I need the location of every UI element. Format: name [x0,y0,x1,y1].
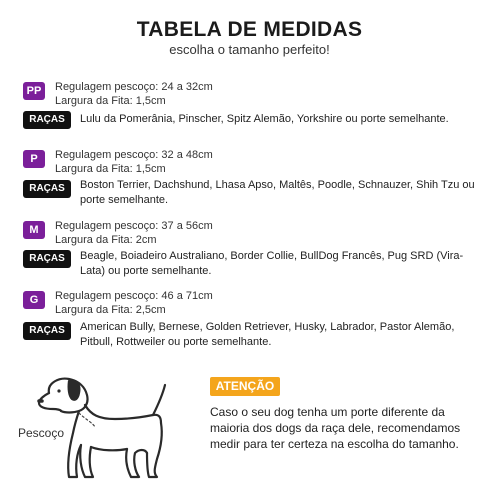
breeds-badge: RAÇAS [23,180,71,198]
neck-range: Regulagem pescoço: 24 a 32cm [55,81,213,93]
page-subtitle: escolha o tamanho perfeito! [169,42,330,57]
breeds-list: Lulu da Pomerânia, Pinscher, Spitz Alemão, Yorkshire ou porte semelhante. [80,113,449,125]
neck-range: Regulagem pescoço: 37 a 56cm [55,220,213,232]
size-section-p [23,148,483,208]
size-badge: PP [23,82,45,100]
neck-label: Pescoço [18,426,65,440]
page-title: TABELA DE MEDIDAS [136,18,363,41]
tape-width: Largura da Fita: 2,5cm [55,304,166,316]
tape-width: Largura da Fita: 1,5cm [55,163,166,175]
breeds-list: Boston Terrier, Dachshund, Lhasa Apso, Maltês, Poodle, Schnauzer, Shih Tzu ou porte semelhante. [80,179,475,206]
breeds-list: American Bully, Bernese, Golden Retriever, Husky, Labrador, Pastor Alemão, Pitbull, Rottweiler ou porte semelhante. [80,321,455,348]
breeds-badge: RAÇAS [23,111,71,129]
breeds-badge: RAÇAS [23,250,71,268]
size-badge: M [23,221,45,239]
neck-range: Regulagem pescoço: 46 a 71cm [55,290,213,302]
breeds-list: Beagle, Boiadeiro Australiano, Border Collie, BullDog Francês, Pug SRD (Vira-Lata) ou porte semelhante. [80,250,464,277]
notice-text: Caso o seu dog tenha um porte diferente da maioria dos dogs da raça dele, recomendamos medir para ter certeza na escolha do tamanho. [210,405,461,451]
tape-width: Largura da Fita: 2cm [55,234,157,246]
size-badge: P [23,150,45,168]
size-section-g [23,289,483,349]
size-badge: G [23,291,45,309]
breeds-badge: RAÇAS [23,322,71,340]
notice-badge: ATENÇÃO [210,377,280,396]
size-section-m [23,219,483,279]
size-section-pp [23,80,483,132]
neck-range: Regulagem pescoço: 32 a 48cm [55,149,213,161]
tape-width: Largura da Fita: 1,5cm [55,95,166,107]
